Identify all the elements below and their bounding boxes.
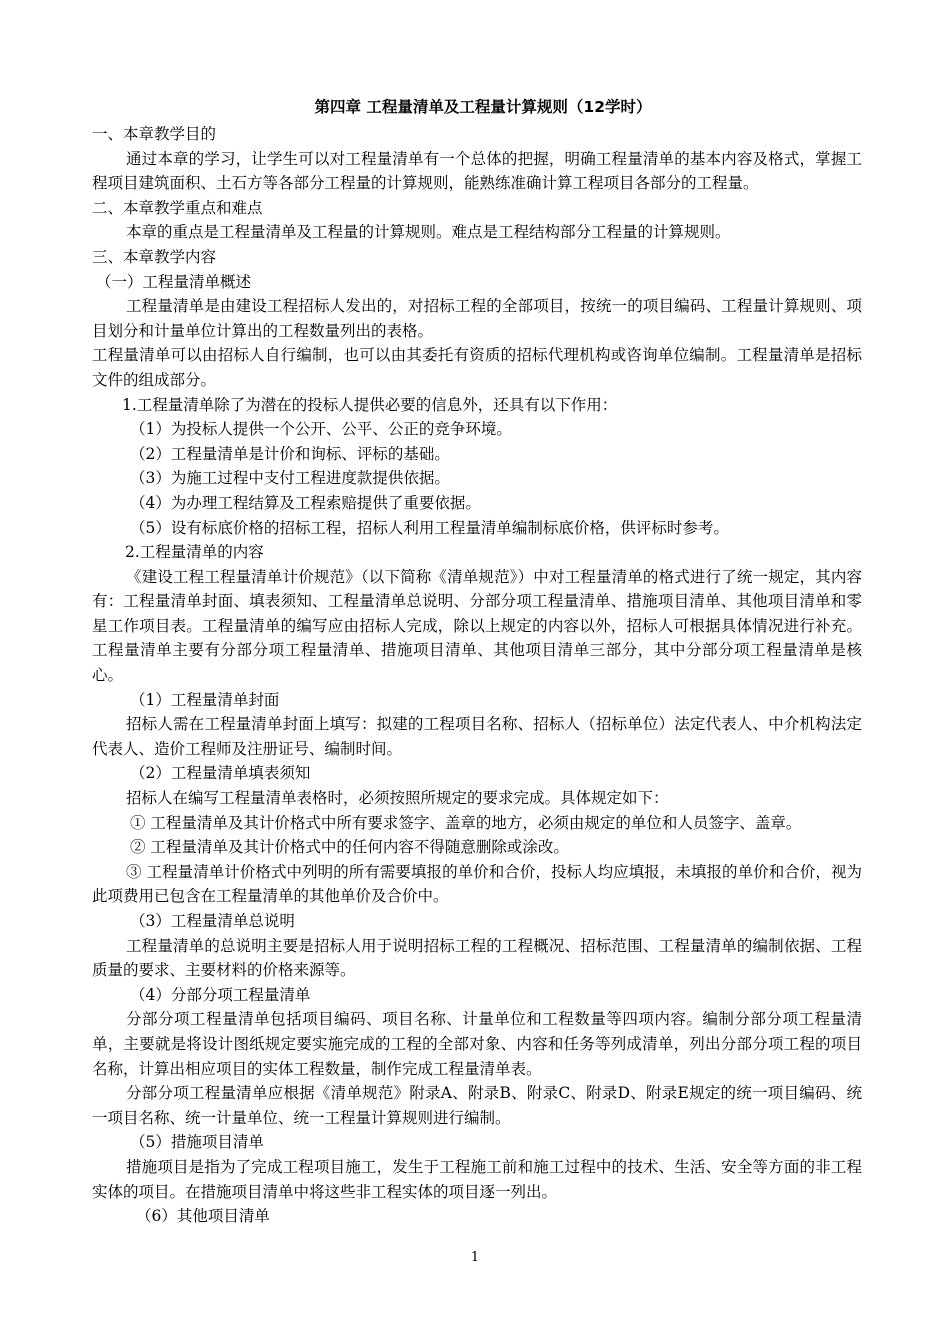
paragraph: （3）为施工过程中支付工程进度款提供依据。 xyxy=(130,469,450,488)
paragraph: （4）为办理工程结算及工程索赔提供了重要依据。 xyxy=(130,493,481,512)
paragraph: 一、本章教学目的 xyxy=(92,125,217,143)
paragraph: 《建设工程工程量清单计价规范》（以下简称《清单规范》）中对工程量清单的格式进行了统一规定，其内容有：工程量清单封面、填表须知、工程量清单总说明、分部分项工程量清单、措施项目清单、其他项目清单和零星工作项目表。工程量清单的编写应由招标人完成，除以上规定的内容以外，招标人可根据具体情况进行补充。工程量清单主要有分部分项工程量清单、措施项目清单、其他项目清单三部分，其中分部分项工程量清单是核心。 xyxy=(92,567,862,685)
paragraph: 2.工程量清单的内容 xyxy=(125,543,264,562)
paragraph: 1.工程量清单除了为潜在的投标人提供必要的信息外，还具有以下作用： xyxy=(122,395,618,414)
page-number: 1 xyxy=(470,1250,480,1265)
paragraph: 措施项目是指为了完成工程项目施工，发生于工程施工前和施工过程中的技术、生活、安全等方面的非工程实体的项目。在措施项目清单中将这些非工程实体的项目逐一列出。 xyxy=(92,1157,862,1201)
paragraph: （6）其他项目清单 xyxy=(136,1207,270,1226)
paragraph: 分部分项工程量清单应根据《清单规范》附录A、附录B、附录C、附录D、附录E规定的统一项目编码、统一项目名称、统一计量单位、统一工程量计算规则进行编制。 xyxy=(92,1084,862,1127)
paragraph: 工程量清单的总说明主要是招标人用于说明招标工程的工程概况、招标范围、工程量清单的编制依据、工程质量的要求、主要材料的价格来源等。 xyxy=(92,936,862,980)
paragraph: （1）为投标人提供一个公开、公平、公正的竞争环境。 xyxy=(130,420,512,439)
paragraph: 工程量清单可以由招标人自行编制，也可以由其委托有资质的招标代理机构或咨询单位编制。工程量清单是招标文件的组成部分。 xyxy=(92,346,862,389)
paragraph: 二、本章教学重点和难点 xyxy=(92,198,263,217)
paragraph: （1）工程量清单封面 xyxy=(130,690,280,709)
paragraph: 招标人需在工程量清单封面上填写：拟建的工程项目名称、招标人（招标单位）法定代表人、中介机构法定代表人、造价工程师及注册证号、编制时间。 xyxy=(92,715,862,758)
paragraph: 分部分项工程量清单包括项目编码、项目名称、计量单位和工程数量等四项内容。编制分部分项工程量清单，主要就是将设计图纸规定要实施完成的工程的全部对象、内容和任务等列成清单，列出分部分项工程的项目名称，计算出相应项目的实体工程数量，制作完成工程量清单表。 xyxy=(92,1010,862,1078)
paragraph: （3）工程量清单总说明 xyxy=(130,912,295,930)
paragraph: （2）工程量清单是计价和询标、评标的基础。 xyxy=(130,444,450,463)
chapter-title: 第四章 工程量清单及工程量计算规则（12学时） xyxy=(314,98,652,116)
paragraph: 三、本章教学内容 xyxy=(92,247,217,266)
paragraph: （5）设有标底价格的招标工程，招标人利用工程量清单编制标底价格，供评标时参考。 xyxy=(130,518,729,537)
paragraph-list xyxy=(92,122,862,1229)
paragraph: ② 工程量清单及其计价格式中的任何内容不得随意删除或涂改。 xyxy=(130,838,569,857)
document-body xyxy=(92,95,862,1229)
paragraph: ③ 工程量清单计价格式中列明的所有需要填报的单价和合价，投标人均应填报，未填报的单价和合价，视为此项费用已包含在工程量清单的其他单价及合价中。 xyxy=(92,862,862,906)
paragraph: 通过本章的学习，让学生可以对工程量清单有一个总体的把握，明确工程量清单的基本内容及格式，掌握工程项目建筑面积、土石方等各部分工程量的计算规则，能熟练准确计算工程项目各部分的工程量。 xyxy=(92,149,862,193)
paragraph: （一）工程量清单概述 xyxy=(96,272,252,291)
paragraph: 工程量清单是由建设工程招标人发出的，对招标工程的全部项目，按统一的项目编码、工程量计算规则、项目划分和计量单位计算出的工程数量列出的表格。 xyxy=(92,297,862,340)
paragraph: （4）分部分项工程量清单 xyxy=(130,985,311,1004)
paragraph: （2）工程量清单填表须知 xyxy=(130,764,311,783)
paragraph: 本章的重点是工程量清单及工程量的计算规则。难点是工程结构部分工程量的计算规则。 xyxy=(126,223,731,242)
paragraph: ① 工程量清单及其计价格式中所有要求签字、盖章的地方，必须由规定的单位和人员签字、盖章。 xyxy=(130,813,802,832)
paragraph: 招标人在编写工程量清单表格时，必须按照所规定的要求完成。具体规定如下： xyxy=(126,789,669,808)
paragraph: （5）措施项目清单 xyxy=(130,1133,264,1152)
